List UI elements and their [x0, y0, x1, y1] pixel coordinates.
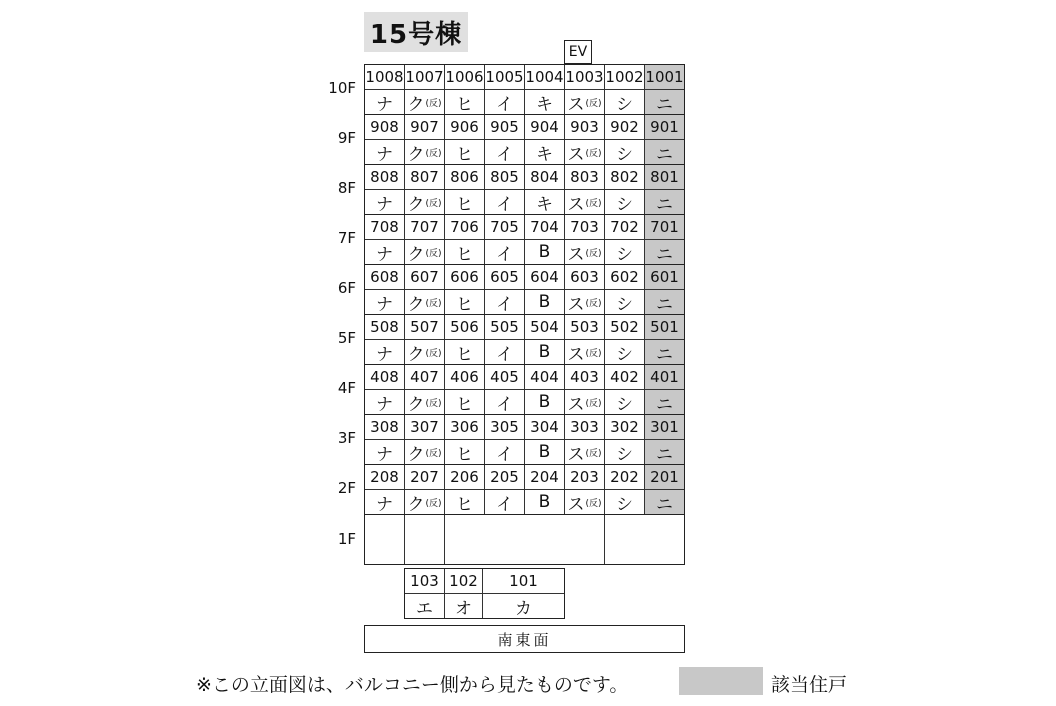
unit-number-cell: 1006 [445, 65, 485, 89]
unit-number-cell: 308 [365, 415, 405, 439]
unit-type-cell [525, 490, 565, 514]
unit-number-cell: 606 [445, 265, 485, 289]
unit-type-letter: シ [616, 194, 633, 215]
floor-label: 8F [337, 179, 356, 197]
unit-number-cell: 303 [565, 415, 605, 439]
elevation-grid [364, 64, 685, 565]
unit-number-cell: 206 [445, 465, 485, 489]
unit-type-letter: キ [536, 194, 553, 215]
unit-type-row [365, 90, 684, 115]
reversed-marker: (反) [425, 498, 442, 509]
unit-type-cell [565, 490, 605, 514]
unit-type-cell [485, 190, 525, 214]
unit-type-cell [565, 140, 605, 164]
unit-type-cell [485, 440, 525, 464]
unit-type-row [365, 140, 684, 165]
highlighted-unit-number: 401 [645, 365, 684, 389]
unit-number-cell: 804 [525, 165, 565, 189]
unit-number-cell: 905 [485, 115, 525, 139]
highlighted-unit-type [645, 440, 684, 464]
face-label: 南東面 [364, 625, 685, 653]
unit-number-cell: 1003 [565, 65, 605, 89]
floor-label: 2F [337, 479, 356, 497]
highlighted-unit-type [645, 190, 684, 214]
unit-number-cell: 703 [565, 215, 605, 239]
reversed-marker: (反) [585, 498, 602, 509]
reversed-marker: (反) [585, 248, 602, 259]
unit-type-cell [365, 340, 405, 364]
unit-type-letter: イ [496, 294, 513, 315]
unit-type-letter: ヒ [456, 444, 473, 465]
unit-type-letter: ヒ [456, 344, 473, 365]
reversed-marker: (反) [585, 148, 602, 159]
unit-type-letter: ヒ [456, 294, 473, 315]
unit-type-row [365, 240, 684, 265]
unit-type-letter: B [538, 292, 551, 312]
unit-number-cell: 408 [365, 365, 405, 389]
reversed-marker: (反) [585, 98, 602, 109]
unit-number-cell: 906 [445, 115, 485, 139]
unit-type-letter: ニ [656, 344, 673, 365]
unit-type-letter: ニ [656, 244, 673, 265]
reversed-marker: (反) [425, 398, 442, 409]
unit-type-letter: ク [407, 94, 425, 115]
unit-type-row [365, 490, 684, 515]
floor-label: 7F [337, 229, 356, 247]
unit-type-cell [565, 240, 605, 264]
unit-type-cell [605, 240, 645, 264]
unit-number-cell: 302 [605, 415, 645, 439]
elevation-note: ※この立面図は、バルコニー側から見たものです。 [196, 674, 629, 696]
unit-type-cell [365, 240, 405, 264]
floor-label: 9F [337, 129, 356, 147]
highlight-swatch [679, 667, 763, 695]
unit-type-cell [405, 390, 445, 414]
unit-type-cell [445, 490, 485, 514]
unit-type-cell [565, 290, 605, 314]
unit-type-letter: ス [567, 194, 585, 215]
unit-type-cell [405, 240, 445, 264]
unit-type-cell [525, 140, 565, 164]
unit-type-cell [565, 90, 605, 114]
unit-type-cell [565, 190, 605, 214]
unit-number-cell: 705 [485, 215, 525, 239]
unit-number-cell: 702 [605, 215, 645, 239]
unit-number-cell: 305 [485, 415, 525, 439]
unit-type-letter: シ [616, 294, 633, 315]
floor-label: 4F [337, 379, 356, 397]
highlighted-unit-type [645, 240, 684, 264]
unit-number-cell: 908 [365, 115, 405, 139]
unit-type-cell [445, 190, 485, 214]
unit-number-cell: 802 [605, 165, 645, 189]
unit-type-letter: ニ [656, 94, 673, 115]
unit-type-letter: ニ [656, 394, 673, 415]
unit-number-cell: 502 [605, 315, 645, 339]
unit-type-cell [405, 340, 445, 364]
unit-number-cell: 405 [485, 365, 525, 389]
unit-type-cell [525, 390, 565, 414]
unit-type-letter: ニ [656, 194, 673, 215]
first-floor-type-row [405, 594, 564, 618]
unit-number-cell: 608 [365, 265, 405, 289]
unit-number-cell: 103 [405, 569, 445, 593]
first-floor-unit-row [405, 569, 564, 594]
unit-type-cell [485, 340, 525, 364]
highlighted-unit-number: 601 [645, 265, 684, 289]
unit-type-letter: シ [616, 494, 633, 515]
highlighted-unit-type [645, 390, 684, 414]
reversed-marker: (反) [425, 148, 442, 159]
unit-type-letter: イ [496, 194, 513, 215]
unit-type-cell [525, 340, 565, 364]
unit-type-cell [605, 140, 645, 164]
unit-type-cell [605, 190, 645, 214]
unit-type-letter: ナ [376, 244, 393, 265]
unit-type-letter: B [538, 392, 551, 412]
unit-number-cell: 404 [525, 365, 565, 389]
reversed-marker: (反) [425, 348, 442, 359]
reversed-marker: (反) [425, 448, 442, 459]
unit-type-cell [485, 290, 525, 314]
unit-number-row [365, 365, 684, 390]
unit-type-cell [365, 90, 405, 114]
unit-type-letter: ク [407, 444, 425, 465]
unit-type-cell [605, 440, 645, 464]
unit-number-cell: 208 [365, 465, 405, 489]
first-floor-block [405, 515, 445, 564]
unit-type-letter: B [538, 442, 551, 462]
unit-number-cell: 603 [565, 265, 605, 289]
unit-number-row [365, 315, 684, 340]
floor-label: 6F [337, 279, 356, 297]
unit-type-letter: B [538, 242, 551, 262]
unit-type-cell [525, 190, 565, 214]
unit-type-letter: B [538, 492, 551, 512]
unit-type-cell [525, 440, 565, 464]
unit-number-cell: 307 [405, 415, 445, 439]
unit-type-cell [405, 290, 445, 314]
unit-type-letter: イ [496, 494, 513, 515]
unit-number-cell: 904 [525, 115, 565, 139]
unit-number-cell: 505 [485, 315, 525, 339]
unit-number-cell: 805 [485, 165, 525, 189]
unit-type-cell [565, 340, 605, 364]
unit-number-cell: 602 [605, 265, 645, 289]
unit-number-cell: 101 [509, 572, 538, 590]
unit-number-cell: 1008 [365, 65, 405, 89]
unit-type-letter: シ [616, 244, 633, 265]
unit-type-letter: シ [616, 94, 633, 115]
unit-type-cell [605, 490, 645, 514]
unit-type-letter: キ [536, 94, 553, 115]
unit-number-cell: 407 [405, 365, 445, 389]
highlighted-unit-number: 301 [645, 415, 684, 439]
reversed-marker: (反) [585, 348, 602, 359]
unit-type-cell [405, 440, 445, 464]
unit-type-letter: キ [536, 144, 553, 165]
unit-type-row [365, 340, 684, 365]
unit-type-cell [485, 90, 525, 114]
unit-number-cell: 403 [565, 365, 605, 389]
unit-type-letter: B [538, 342, 551, 362]
first-floor-table [404, 568, 565, 619]
unit-type-cell [605, 390, 645, 414]
unit-type-cell [445, 240, 485, 264]
reversed-marker: (反) [425, 98, 442, 109]
unit-type-letter: ス [567, 344, 585, 365]
unit-type-cell [365, 140, 405, 164]
unit-type-cell [365, 490, 405, 514]
unit-type-letter: ク [407, 244, 425, 265]
unit-type-letter: ク [407, 294, 425, 315]
unit-type-cell [365, 440, 405, 464]
unit-number-cell: 806 [445, 165, 485, 189]
unit-type-letter: イ [496, 94, 513, 115]
unit-type-letter: ク [407, 344, 425, 365]
unit-type-cell [365, 290, 405, 314]
reversed-marker: (反) [425, 198, 442, 209]
unit-type-cell [485, 390, 525, 414]
unit-type-cell [485, 140, 525, 164]
unit-number-cell: 202 [605, 465, 645, 489]
reversed-marker: (反) [585, 298, 602, 309]
unit-number-row [365, 115, 684, 140]
unit-number-cell: 807 [405, 165, 445, 189]
unit-type-cell [365, 190, 405, 214]
unit-number-cell: 1004 [525, 65, 565, 89]
unit-number-cell: 808 [365, 165, 405, 189]
unit-type-letter: ス [567, 244, 585, 265]
unit-type-letter: ナ [376, 194, 393, 215]
unit-type-letter: イ [496, 394, 513, 415]
unit-number-cell: 504 [525, 315, 565, 339]
unit-number-cell: 707 [405, 215, 445, 239]
unit-number-cell: 203 [565, 465, 605, 489]
unit-type-cell [405, 140, 445, 164]
unit-type-letter: ク [407, 194, 425, 215]
unit-type-letter: シ [616, 144, 633, 165]
unit-type-letter: イ [496, 244, 513, 265]
unit-type-cell [605, 290, 645, 314]
unit-number-cell: 704 [525, 215, 565, 239]
reversed-marker: (反) [585, 398, 602, 409]
unit-type-cell [605, 340, 645, 364]
unit-type-cell [445, 340, 485, 364]
reversed-marker: (反) [585, 198, 602, 209]
unit-number-cell: 507 [405, 315, 445, 339]
unit-number-cell: 102 [445, 569, 483, 593]
highlighted-unit-type [645, 140, 684, 164]
highlighted-unit-number: 701 [645, 215, 684, 239]
unit-number-cell: 1005 [485, 65, 525, 89]
highlighted-unit-number: 201 [645, 465, 684, 489]
unit-number-cell: 1002 [605, 65, 645, 89]
highlighted-unit-type [645, 490, 684, 514]
unit-type-letter: ス [567, 94, 585, 115]
unit-number-row [365, 65, 684, 90]
unit-type-letter: ヒ [456, 144, 473, 165]
unit-type-letter: ヒ [456, 194, 473, 215]
unit-type-row [365, 440, 684, 465]
unit-type-letter: ナ [376, 394, 393, 415]
unit-type-letter: シ [616, 344, 633, 365]
first-floor-block [445, 515, 605, 564]
unit-type-cell [525, 90, 565, 114]
unit-type-cell [365, 390, 405, 414]
floor-label: 5F [337, 329, 356, 347]
unit-number-cell: 503 [565, 315, 605, 339]
unit-type-cell: エ [405, 594, 445, 618]
unit-number-cell: 205 [485, 465, 525, 489]
unit-type-letter: ス [567, 294, 585, 315]
unit-type-letter: シ [616, 444, 633, 465]
highlighted-unit-number: 801 [645, 165, 684, 189]
unit-number-row [365, 165, 684, 190]
unit-number-cell: 508 [365, 315, 405, 339]
unit-type-letter: ナ [376, 94, 393, 115]
unit-number-cell: 903 [565, 115, 605, 139]
unit-number-row [365, 265, 684, 290]
unit-type-letter: ニ [656, 144, 673, 165]
unit-number-cell: 803 [565, 165, 605, 189]
floor-label: 10F [328, 79, 356, 97]
unit-type-cell [485, 240, 525, 264]
unit-number-cell: 607 [405, 265, 445, 289]
unit-number-cell: 304 [525, 415, 565, 439]
unit-type-cell [445, 140, 485, 164]
floor-label: 3F [337, 429, 356, 447]
building-title: 15号棟 [364, 12, 468, 52]
unit-type-cell: オ [445, 594, 483, 618]
unit-type-letter: ナ [376, 444, 393, 465]
unit-number-cell: 506 [445, 315, 485, 339]
unit-type-row [365, 190, 684, 215]
unit-number-cell: 907 [405, 115, 445, 139]
unit-number-row [365, 465, 684, 490]
unit-type-cell [445, 290, 485, 314]
unit-type-letter: ヒ [456, 494, 473, 515]
unit-type-letter: ク [407, 494, 425, 515]
unit-type-cell [605, 90, 645, 114]
unit-type-letter: ス [567, 144, 585, 165]
first-floor-block [605, 515, 684, 564]
reversed-marker: (反) [585, 448, 602, 459]
first-floor-row [365, 515, 684, 564]
unit-number-cell: 605 [485, 265, 525, 289]
unit-type-cell [445, 90, 485, 114]
unit-number-cell: 306 [445, 415, 485, 439]
unit-number-cell: 406 [445, 365, 485, 389]
unit-type-cell: カ [515, 598, 532, 619]
elevator-marker: EV [564, 40, 592, 64]
unit-type-cell [565, 440, 605, 464]
unit-type-letter: ス [567, 394, 585, 415]
unit-number-row [365, 215, 684, 240]
unit-type-letter: ヒ [456, 394, 473, 415]
unit-number-cell: 204 [525, 465, 565, 489]
unit-type-letter: ス [567, 494, 585, 515]
unit-type-cell [485, 490, 525, 514]
reversed-marker: (反) [425, 298, 442, 309]
unit-number-cell: 706 [445, 215, 485, 239]
unit-type-letter: ニ [656, 444, 673, 465]
unit-type-letter: イ [496, 444, 513, 465]
unit-number-cell: 708 [365, 215, 405, 239]
first-floor-block [365, 515, 405, 564]
unit-type-row [365, 390, 684, 415]
highlighted-unit-type [645, 340, 684, 364]
unit-type-letter: ナ [376, 294, 393, 315]
unit-type-letter: ク [407, 394, 425, 415]
unit-number-cell: 902 [605, 115, 645, 139]
unit-type-cell [525, 240, 565, 264]
unit-type-letter: イ [496, 344, 513, 365]
unit-type-letter: ク [407, 144, 425, 165]
unit-type-letter: ナ [376, 344, 393, 365]
unit-type-cell [445, 390, 485, 414]
floor-label: 1F [337, 530, 356, 548]
unit-type-letter: ヒ [456, 244, 473, 265]
unit-type-letter: ニ [656, 494, 673, 515]
unit-type-letter: ナ [376, 494, 393, 515]
unit-number-cell: 1007 [405, 65, 445, 89]
unit-number-cell: 402 [605, 365, 645, 389]
unit-type-cell [405, 190, 445, 214]
unit-type-letter: イ [496, 144, 513, 165]
unit-type-cell [405, 90, 445, 114]
unit-number-cell: 604 [525, 265, 565, 289]
highlighted-unit-type [645, 290, 684, 314]
unit-type-letter: シ [616, 394, 633, 415]
highlighted-unit-type [645, 90, 684, 114]
unit-type-cell [565, 390, 605, 414]
legend-label: 該当住戸 [771, 674, 848, 696]
unit-type-cell [445, 440, 485, 464]
unit-type-letter: ヒ [456, 94, 473, 115]
unit-type-cell [405, 490, 445, 514]
unit-type-letter: ス [567, 444, 585, 465]
highlighted-unit-number: 1001 [645, 65, 684, 89]
unit-number-cell: 207 [405, 465, 445, 489]
unit-type-row [365, 290, 684, 315]
unit-type-letter: ナ [376, 144, 393, 165]
unit-type-letter: ニ [656, 294, 673, 315]
highlighted-unit-number: 501 [645, 315, 684, 339]
unit-type-cell [525, 290, 565, 314]
unit-number-row [365, 415, 684, 440]
reversed-marker: (反) [425, 248, 442, 259]
highlighted-unit-number: 901 [645, 115, 684, 139]
